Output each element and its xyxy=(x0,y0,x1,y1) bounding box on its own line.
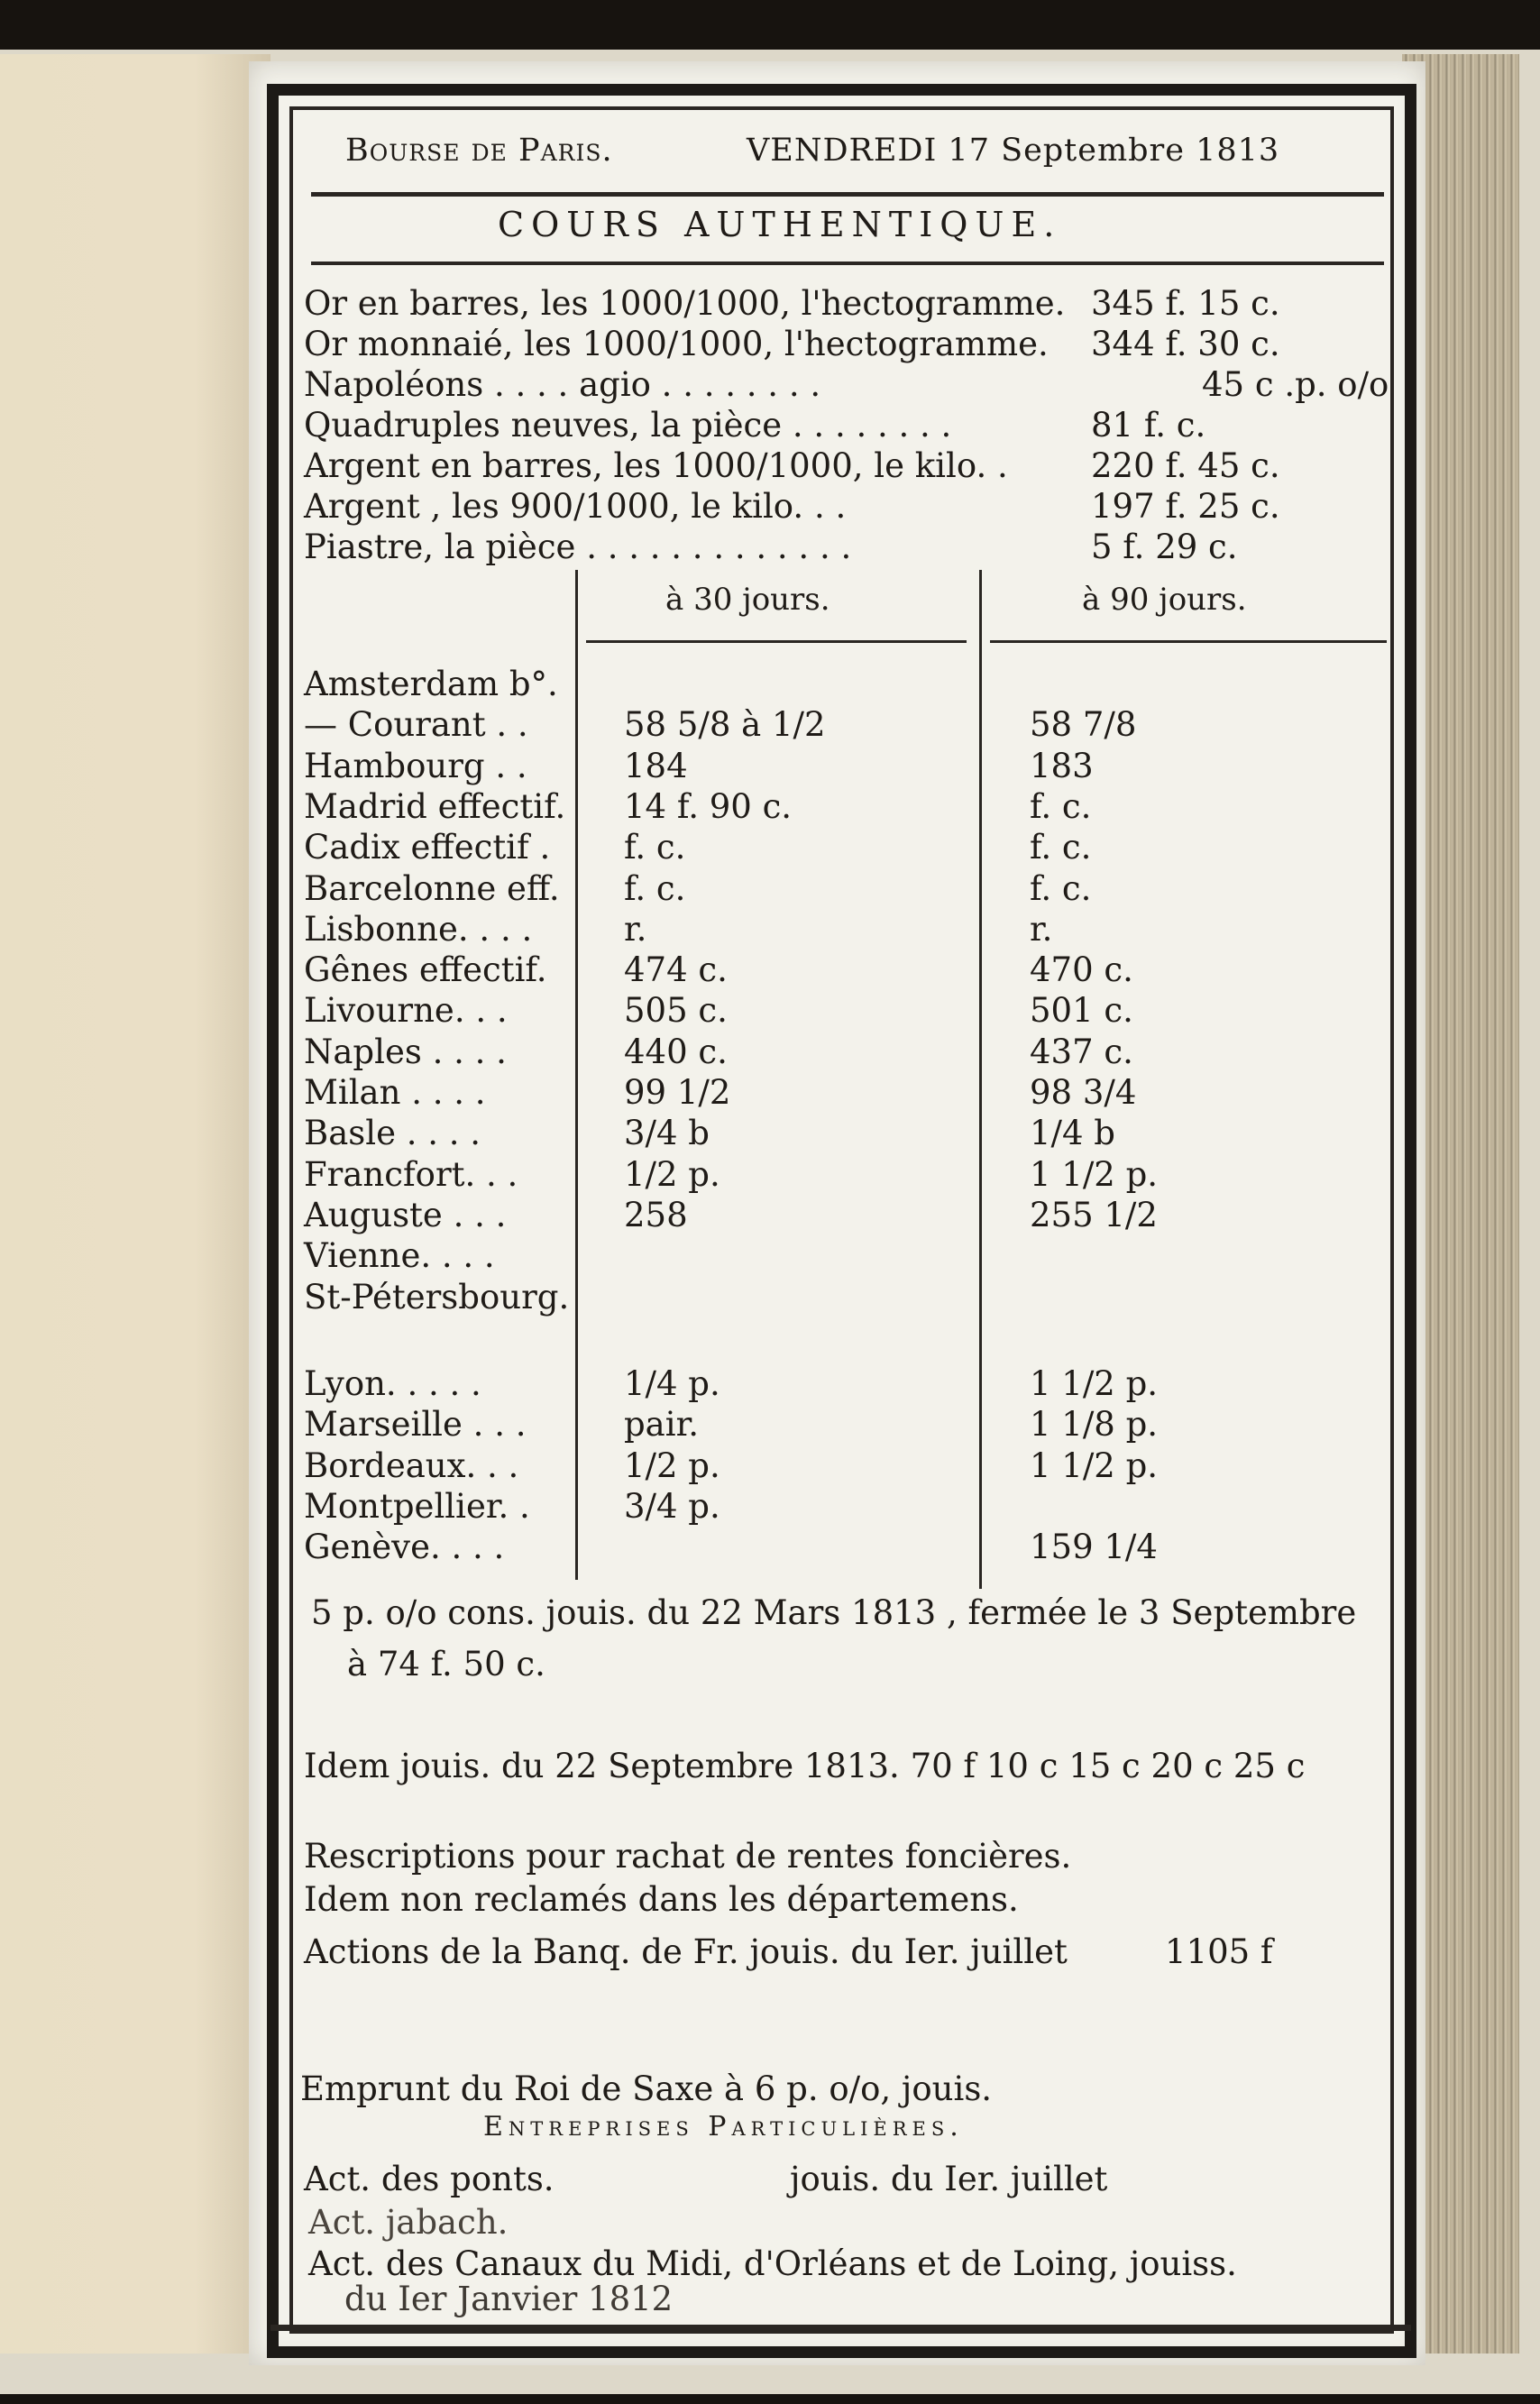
exchange-rate-30: f. c. xyxy=(624,869,686,908)
rentes-idem: Idem jouis. du 22 Septembre 1813. 70 f 10 c 15 c 20 c 25 c xyxy=(304,1747,1306,1785)
col-rule-30 xyxy=(586,640,967,643)
exchange-place: Marseille . . . xyxy=(304,1405,527,1444)
exchange-rate-90: 1 1/2 p. xyxy=(1030,1364,1159,1403)
exchange-rate-90: 58 7/8 xyxy=(1030,705,1137,744)
exchange-place: Bordeaux. . . xyxy=(304,1446,519,1485)
metal-label: Piastre, la pièce . . . . . . . . . . . . . xyxy=(304,528,852,566)
exchange-place: Livourne. . . xyxy=(304,991,508,1030)
exchange-rate-30: 99 1/2 xyxy=(624,1073,731,1112)
col-divider-left xyxy=(575,570,578,1580)
exchange-place: Lyon. . . . . xyxy=(304,1364,481,1403)
exchange-rate-30: 58 5/8 à 1/2 xyxy=(624,705,826,744)
footer-line-2b: jouis. du Ier. juillet xyxy=(790,2160,1108,2198)
metal-label: Quadruples neuves, la pièce . . . . . . . . xyxy=(304,406,952,445)
metal-value: 345 f. 15 c. xyxy=(1091,284,1280,323)
exchange-place: Basle . . . . xyxy=(304,1114,481,1152)
misc-line-3: Actions de la Banq. de Fr. jouis. du Ier. juillet xyxy=(304,1932,1068,1971)
exchange-place: Naples . . . . xyxy=(304,1032,507,1071)
exchange-place: Genève. . . . xyxy=(304,1528,505,1566)
exchange-place: — Courant . . xyxy=(304,705,528,744)
metal-value: 344 f. 30 c. xyxy=(1091,325,1280,363)
col-rule-90 xyxy=(990,640,1387,643)
left-page xyxy=(0,54,270,2354)
exchange-rate-90: 1 1/2 p. xyxy=(1030,1155,1159,1194)
exchange-place: Barcelonne eff. xyxy=(304,869,560,908)
footer-heading: Entreprises Particulières. xyxy=(483,2111,964,2142)
exchange-rate-90: 98 3/4 xyxy=(1030,1073,1137,1112)
exchange-place: Lisbonne. . . . xyxy=(304,910,533,949)
col-header-90: à 90 jours. xyxy=(1082,582,1247,618)
exchange-place: Gênes effectif. xyxy=(304,950,547,989)
exchange-rate-90: 183 xyxy=(1030,747,1094,785)
header-left: Bourse de Paris. xyxy=(345,133,613,169)
exchange-rate-90: 1 1/8 p. xyxy=(1030,1405,1159,1444)
bottom-rule xyxy=(270,2325,1411,2331)
exchange-rate-30: f. c. xyxy=(624,828,686,867)
metal-label: Argent , les 900/1000, le kilo. . . xyxy=(304,487,847,526)
metal-label: Napoléons . . . . agio . . . . . . . . xyxy=(304,365,821,404)
exchange-rate-90: 255 1/2 xyxy=(1030,1196,1158,1234)
exchange-rate-30: 258 xyxy=(624,1196,688,1234)
footer-line-3: Act. jabach. xyxy=(308,2203,509,2242)
metal-value: 197 f. 25 c. xyxy=(1091,487,1280,526)
exchange-place: Amsterdam b°. xyxy=(304,665,558,703)
col-header-30: à 30 jours. xyxy=(665,582,830,618)
exchange-rate-30: 3/4 b xyxy=(624,1114,710,1152)
footer-line-5: du Ier Janvier 1812 xyxy=(344,2280,674,2318)
metal-value: 45 c .p. o/o xyxy=(1202,365,1389,404)
exchange-place: Madrid effectif. xyxy=(304,787,566,826)
misc-line-1: Rescriptions pour rachat de rentes foncières. xyxy=(304,1837,1072,1876)
exchange-place: Cadix effectif . xyxy=(304,828,551,867)
rentes-line-1: 5 p. o/o cons. jouis. du 22 Mars 1813 , fermée le 3 Septembre xyxy=(311,1593,1357,1632)
exchange-rate-30: pair. xyxy=(624,1405,699,1444)
exchange-place: St-Pétersbourg. xyxy=(304,1278,570,1317)
exchange-rate-30: 505 c. xyxy=(624,991,728,1030)
exchange-rate-90: f. c. xyxy=(1030,828,1092,867)
exchange-rate-90: 1/4 b xyxy=(1030,1114,1115,1152)
metal-value: 5 f. 29 c. xyxy=(1091,528,1238,566)
col-divider-right xyxy=(979,570,982,1589)
metal-label: Argent en barres, les 1000/1000, le kilo. . xyxy=(304,446,1008,485)
exchange-rate-30: 14 f. 90 c. xyxy=(624,787,793,826)
exchange-rate-30: 1/4 p. xyxy=(624,1364,720,1403)
exchange-rate-30: 1/2 p. xyxy=(624,1155,720,1194)
exchange-rate-90: 470 c. xyxy=(1030,950,1133,989)
exchange-rate-30: 184 xyxy=(624,747,688,785)
exchange-rate-30: r. xyxy=(624,910,647,949)
exchange-rate-90: f. c. xyxy=(1030,869,1092,908)
metal-value: 81 f. c. xyxy=(1091,406,1206,445)
page-title: COURS AUTHENTIQUE. xyxy=(498,205,1062,244)
metal-label: Or monnaié, les 1000/1000, l'hectogramme. xyxy=(304,325,1049,363)
exchange-place: Auguste . . . xyxy=(304,1196,507,1234)
metal-value: 220 f. 45 c. xyxy=(1091,446,1280,485)
exchange-place: Montpellier. . xyxy=(304,1487,530,1526)
exchange-place: Francfort. . . xyxy=(304,1155,518,1194)
exchange-rate-90: 501 c. xyxy=(1030,991,1133,1030)
exchange-rate-90: 437 c. xyxy=(1030,1032,1133,1071)
exchange-rate-30: 3/4 p. xyxy=(624,1487,720,1526)
metal-label: Or en barres, les 1000/1000, l'hectogramme. xyxy=(304,284,1066,323)
exchange-rate-30: 440 c. xyxy=(624,1032,728,1071)
exchange-rate-90: r. xyxy=(1030,910,1053,949)
footer-line-1: Emprunt du Roi de Saxe à 6 p. o/o, jouis. xyxy=(300,2069,993,2108)
exchange-rate-30: 1/2 p. xyxy=(624,1446,720,1485)
header-rule xyxy=(311,192,1384,197)
exchange-place: Milan . . . . xyxy=(304,1073,486,1112)
title-rule xyxy=(311,262,1384,265)
misc-line-2: Idem non reclamés dans les départemens. xyxy=(304,1880,1019,1919)
rentes-line-2: à 74 f. 50 c. xyxy=(347,1645,545,1684)
exchange-rate-90: 159 1/4 xyxy=(1030,1528,1158,1566)
exchange-place: Hambourg . . xyxy=(304,747,527,785)
header-date: VENDREDI 17 Septembre 1813 xyxy=(747,133,1280,169)
misc-line-3-value: 1105 f xyxy=(1165,1932,1273,1971)
exchange-rate-90: 1 1/2 p. xyxy=(1030,1446,1159,1485)
exchange-rate-30: 474 c. xyxy=(624,950,728,989)
exchange-rate-90: f. c. xyxy=(1030,787,1092,826)
footer-line-2a: Act. des ponts. xyxy=(304,2160,555,2198)
footer-line-4: Act. des Canaux du Midi, d'Orléans et de Loing, jouiss. xyxy=(308,2244,1237,2283)
exchange-place: Vienne. . . . xyxy=(304,1236,495,1275)
